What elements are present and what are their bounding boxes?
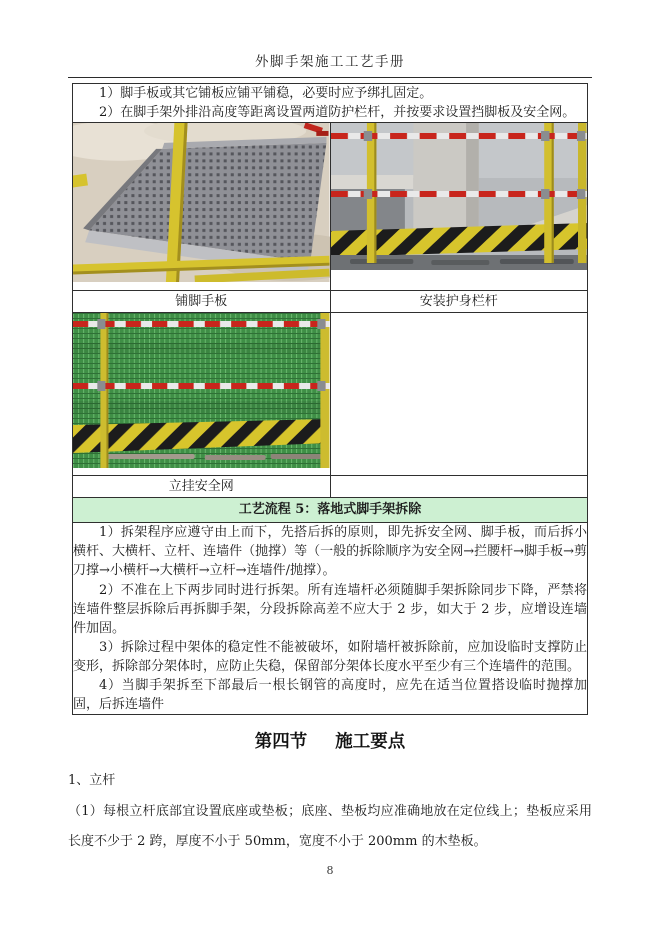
dismantle-paragraph-2: 2）不准在上下两步同时进行拆架。所有连墙杆必须随脚手架拆除同步下降，严禁将连墙件整层拆除后再拆脚手架，分段拆除高差不应大于 2 步，如大于 2 步，应增设连墙件加固。: [73, 582, 587, 636]
empty-photo-cell: [330, 313, 588, 476]
photo-scaffold-board: [73, 123, 330, 282]
section-heading: [0, 728, 660, 753]
dismantle-paragraph-3: 3）拆除过程中架体的稳定性不能被破坏，如附墙杆被拆除前，应加设临时支撑防止变形，拆除部分架体时，应防止失稳，保留部分架体长度水平至少有三个连墙件的范围。: [73, 639, 587, 674]
photo-cell-guardrail: [330, 123, 588, 291]
item-heading: 1、立杆: [68, 773, 116, 789]
process-header-row: 工艺流程 5：落地式脚手架拆除: [73, 498, 588, 523]
dismantle-paragraph-1: 1）拆架程序应遵守由上而下，先搭后拆的原则，即先拆安全网、脚手板，而后拆小横杆、大横杆、立杆、连墙件（抛撑）等（一般的拆除顺序为安全网→拦腰杆→脚手板→剪刀撑→小横杆→大横杆→立杆→连墙件/抛撑）。: [73, 525, 587, 579]
dismantle-cell: [73, 523, 588, 715]
empty-caption-cell: [330, 476, 588, 498]
caption-guardrail: 安装护身栏杆: [330, 291, 588, 313]
item-paragraph: （1）每根立杆底部宜设置底座或垫板；底座、垫板均应准确地放在定位线上；垫板应采用长度不少于 2 跨，厚度不小于 50mm，宽度不小于 200mm 的木垫板。: [68, 804, 592, 849]
page-header-title: 外脚手架施工工艺手册: [255, 54, 405, 70]
photo-cell-scaffold-board: [73, 123, 331, 291]
section-body: [68, 769, 592, 877]
content-table: [72, 83, 588, 715]
intro-cell: [73, 84, 588, 123]
intro-paragraph-2: 2）在脚手架外排沿高度等距离设置两道防护栏杆，并按要求设置挡脚板及安全网。: [99, 105, 576, 121]
caption-safety-net: 立挂安全网: [73, 476, 331, 498]
photo-safety-net: [73, 313, 330, 468]
photo-guardrail: [331, 123, 588, 270]
intro-paragraph-1: 1）脚手板或其它铺板应铺平铺稳，必要时应予绑扎固定。: [99, 86, 433, 101]
section-number: 第四节: [254, 732, 308, 753]
photo-cell-safety-net: [73, 313, 331, 476]
section-title: 施工要点: [335, 732, 406, 753]
caption-scaffold-board: 铺脚手板: [73, 291, 331, 313]
header-rule: [68, 77, 592, 78]
page-number: 8: [326, 863, 334, 877]
dismantle-paragraph-4: 4）当脚手架拆至下部最后一根长钢管的高度时，应先在适当位置搭设临时抛撑加固，后拆连墙件: [73, 678, 587, 713]
